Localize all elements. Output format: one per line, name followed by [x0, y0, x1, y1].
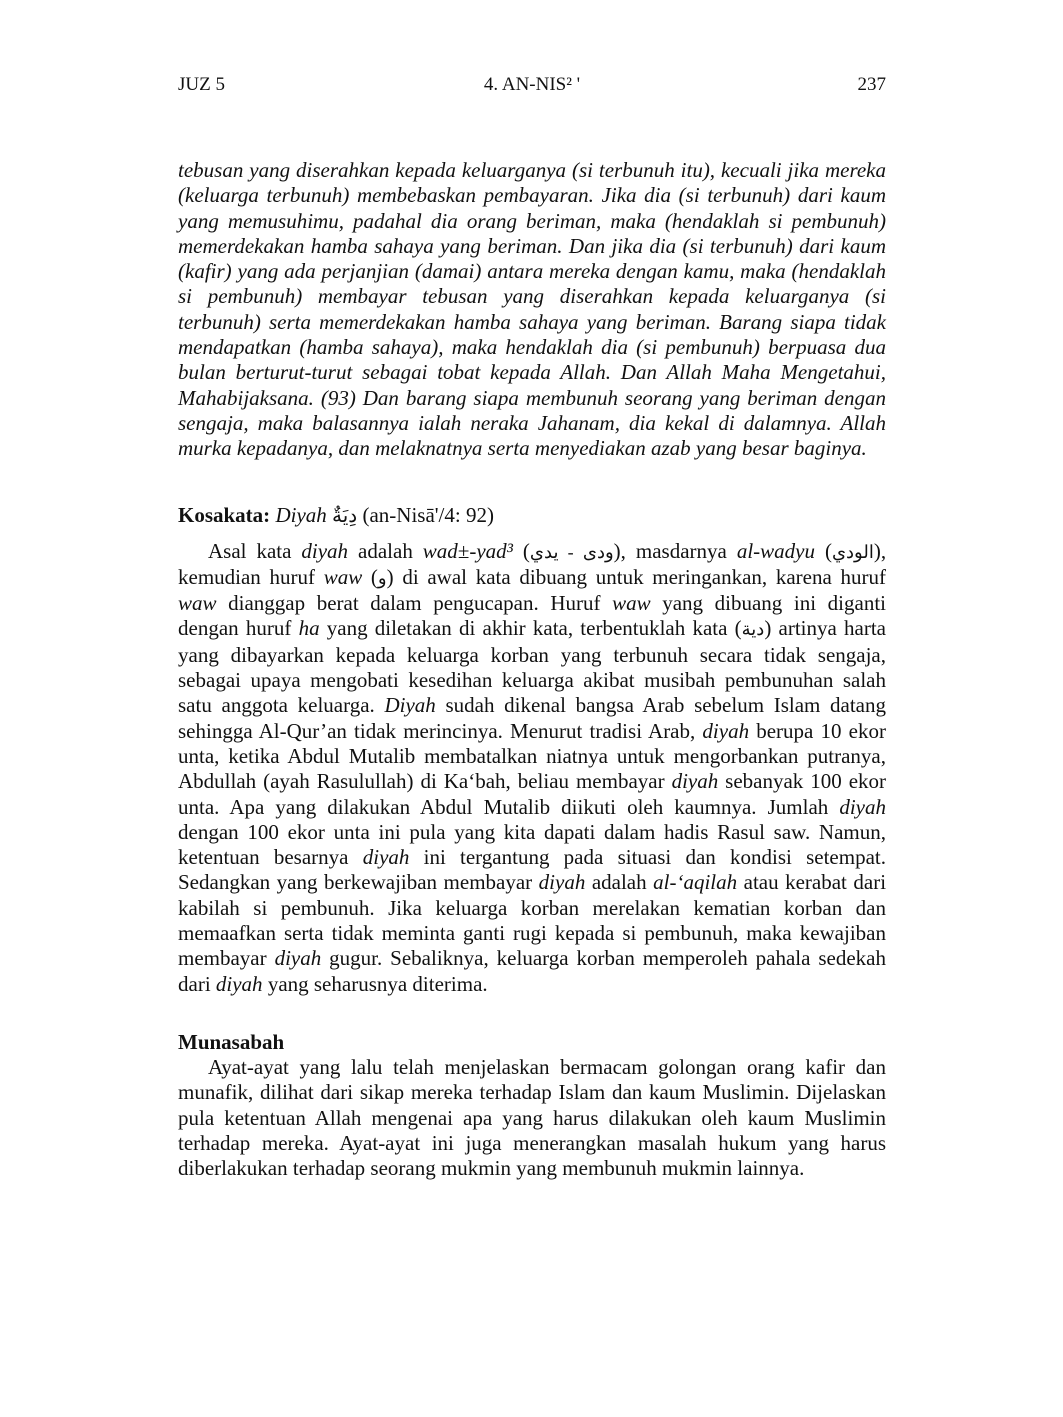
surah-label: 4. AN-NIS² ' [483, 74, 581, 95]
kosakata-heading [178, 502, 886, 529]
page-body [178, 158, 886, 1181]
kosakata-term: Diyah [275, 502, 327, 527]
kosakata-reference: (an-Nisā'/4: 92) [362, 502, 494, 527]
juz-label: JUZ 5 [178, 74, 225, 95]
munasabah-title: Munasabah [178, 1029, 285, 1054]
kosakata-arabic: دِيَةٌ [332, 504, 358, 527]
kosakata-paragraph: Asal kata diyah adalah wad±-yad³ (ودى - يدي), masdarnya al-wadyu (الودي), kemudian huruf waw (و) di awal kata dibuang untuk meringankan, karena huruf waw dianggap berat dalam pengucapan. Huruf waw yang dibuang ini diganti dengan huruf ha yang diletakan di akhir kata, terbentuklah kata (دية) artinya harta yang dibayarkan kepada keluarga korban yang terbunuh secara tidak sengaja, sebagai upaya mengobati kesedihan keluarga akibat musibah pembunuhan salah satu anggota keluarga. Diyah sudah dikenal bangsa Arab sebelum Islam datang sehingga Al-Qur’an tidak merincinya. Menurut tradisi Arab, diyah berupa 10 ekor unta, ketika Abdul Mutalib membatalkan niatnya untuk mengorbankan putranya, Abdullah (ayah Rasulullah) di Ka‘bah, beliau membayar diyah sebanyak 100 ekor unta. Apa yang dilakukan Abdul Mutalib diikuti oleh kaumnya. Jumlah diyah dengan 100 ekor unta ini pula yang kita dapati dalam hadis Rasul saw. Namun, ketentuan besarnya diyah ini tergantung pada situasi dan kondisi setempat. Sedangkan yang berkewajiban membayar diyah adalah al-‘aqilah atau kerabat dari kabilah si pembunuh. Jika keluarga korban merelakan kematian korban dan memaafkan serta tidak meminta ganti rugi kepada si pembunuh, maka kewajiban membayar diyah gugur. Sebaliknya, keluarga korban memperoleh pahala sedekah dari diyah yang seharusnya diterima. [178, 538, 887, 996]
running-header [178, 74, 886, 100]
page-number: 237 [857, 74, 886, 95]
verse-translation: tebusan yang diserahkan kepada keluarganya (si terbunuh itu), kecuali jika mereka (keluarga terbunuh) membebaskan pembayaran. Jika dia (si terbunuh) dari kaum yang memusuhimu, padahal dia orang beriman, maka (hendaklah si pembunuh) memerdekakan hamba sahaya yang beriman. Dan jika dia (si terbunuh) dari kaum (kafir) yang ada perjanjian (damai) antara mereka dengan kamu, maka (hendaklah si pembunuh) membayar tebusan yang diserahkan kepada keluarganya (si terbunuh) serta memerdekakan hamba sahaya yang beriman. Barang siapa tidak mendapatkan (hamba sahaya), maka hendaklah dia (si pembunuh) berpuasa dua bulan berturut-turut sebagai tobat kepada Allah. Dan Allah Maha Mengetahui, Mahabijaksana. (93) Dan barang siapa membunuh seorang yang beriman dengan sengaja, maka balasannya ialah neraka Jahanam, dia kekal di dalamnya. Allah murka kepadanya, dan melaknatnya serta menyediakan azab yang besar baginya. [178, 158, 886, 461]
munasabah-paragraph: Ayat-ayat yang lalu telah menjelaskan bermacam golongan orang kafir dan munafik, dilihat dari sikap mereka terhadap Islam dan kaum Muslimin. Dijelaskan pula ketentuan Allah mengenai apa yang harus dilakukan oleh kaum Muslimin terhadap mereka. Ayat-ayat ini juga menerangkan masalah hukum yang harus diberlakukan terhadap seorang mukmin yang membunuh mukmin lainnya. [178, 1054, 886, 1181]
kosakata-label: Kosakata: [178, 502, 271, 527]
